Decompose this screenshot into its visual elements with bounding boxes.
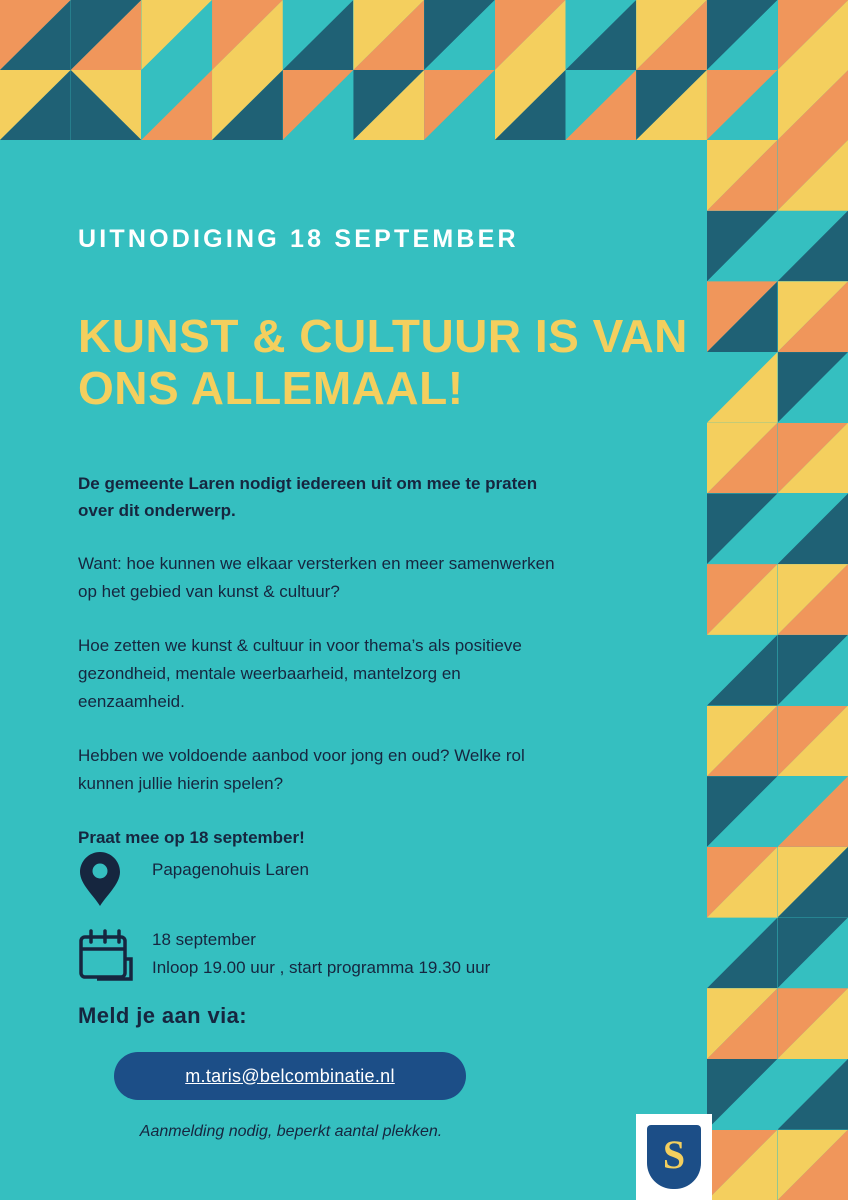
pattern-cell bbox=[778, 140, 848, 211]
paragraph-1: Want: hoe kunnen we elkaar versterken en meer samenwerken op het gebied van kunst & cultuur? bbox=[78, 554, 555, 601]
pattern-cell bbox=[778, 635, 848, 706]
detail-datetime bbox=[78, 926, 598, 982]
logo-letter: S bbox=[662, 1132, 686, 1177]
shield-icon bbox=[647, 1125, 701, 1189]
pattern-cell bbox=[778, 918, 848, 989]
pattern-cell bbox=[778, 281, 848, 352]
pattern-cell bbox=[778, 70, 848, 140]
pattern-cell bbox=[778, 776, 848, 847]
pattern-cell bbox=[707, 918, 778, 989]
pattern-cell bbox=[707, 211, 778, 282]
poster-content bbox=[78, 0, 688, 1200]
datetime-text-group bbox=[152, 926, 490, 982]
pattern-cell bbox=[707, 70, 778, 140]
paragraph-3: Hebben we voldoende aanbod voor jong en oud? Welke rol kunnen jullie hierin spelen? bbox=[78, 746, 525, 793]
calendar-icon bbox=[78, 926, 152, 982]
pattern-cell bbox=[707, 140, 778, 211]
pattern-cell bbox=[707, 493, 778, 564]
event-date-text: 18 september bbox=[152, 930, 256, 949]
pattern-cell bbox=[707, 847, 778, 918]
pattern-cell bbox=[778, 1130, 848, 1200]
pattern-cell bbox=[707, 635, 778, 706]
pattern-cell bbox=[778, 1059, 848, 1130]
intro-paragraph: De gemeente Laren nodigt iedereen uit om mee te praten over dit onderwerp. bbox=[78, 474, 538, 520]
pattern-cell bbox=[778, 423, 848, 494]
pattern-cell bbox=[778, 988, 848, 1059]
pattern-cell bbox=[707, 988, 778, 1059]
kicker-text: UITNODIGING 18 SEPTEMBER bbox=[78, 225, 519, 253]
pattern-cell bbox=[707, 352, 778, 423]
pattern-cell bbox=[707, 776, 778, 847]
signup-email-button[interactable] bbox=[114, 1052, 466, 1100]
event-time-text: Inloop 19.00 uur , start programma 19.30 uur bbox=[152, 958, 491, 977]
page-title: KUNST & CULTUUR IS VAN ONS ALLEMAAL! bbox=[78, 310, 688, 414]
pattern-cell bbox=[707, 706, 778, 777]
pattern-cell bbox=[707, 564, 778, 635]
event-details bbox=[78, 848, 598, 1000]
location-text: Papagenohuis Laren bbox=[152, 860, 309, 879]
paragraph-2: Hoe zetten we kunst & cultuur in voor thema’s als positieve gezondheid, mentale weerbaarheid, mantelzorg en eenzaamheid. bbox=[78, 636, 522, 711]
location-pin-icon bbox=[78, 848, 152, 908]
pattern-cell bbox=[778, 211, 848, 282]
call-to-action-text: Praat mee op 18 september! bbox=[78, 828, 305, 847]
organisation-logo bbox=[636, 1114, 712, 1200]
pattern-cell bbox=[707, 1130, 778, 1200]
pattern-cell bbox=[707, 423, 778, 494]
signup-heading: Meld je aan via: bbox=[78, 1003, 248, 1028]
pattern-cell bbox=[778, 706, 848, 777]
signup-note: Aanmelding nodig, beperkt aantal plekken. bbox=[139, 1123, 443, 1140]
body-copy bbox=[78, 470, 558, 851]
pattern-cell bbox=[707, 1059, 778, 1130]
pattern-cell bbox=[778, 847, 848, 918]
pattern-cell bbox=[778, 493, 848, 564]
pattern-cell bbox=[778, 0, 848, 70]
pattern-cell bbox=[707, 281, 778, 352]
pattern-cell bbox=[0, 70, 71, 140]
pattern-cell bbox=[0, 0, 71, 70]
decorative-triangle-band-right bbox=[707, 140, 848, 1200]
pattern-cell bbox=[707, 0, 778, 70]
pattern-cell bbox=[778, 564, 848, 635]
signup-email-label: m.taris@belcombinatie.nl bbox=[185, 1065, 395, 1086]
pattern-cell bbox=[778, 352, 848, 423]
detail-location bbox=[78, 848, 598, 908]
